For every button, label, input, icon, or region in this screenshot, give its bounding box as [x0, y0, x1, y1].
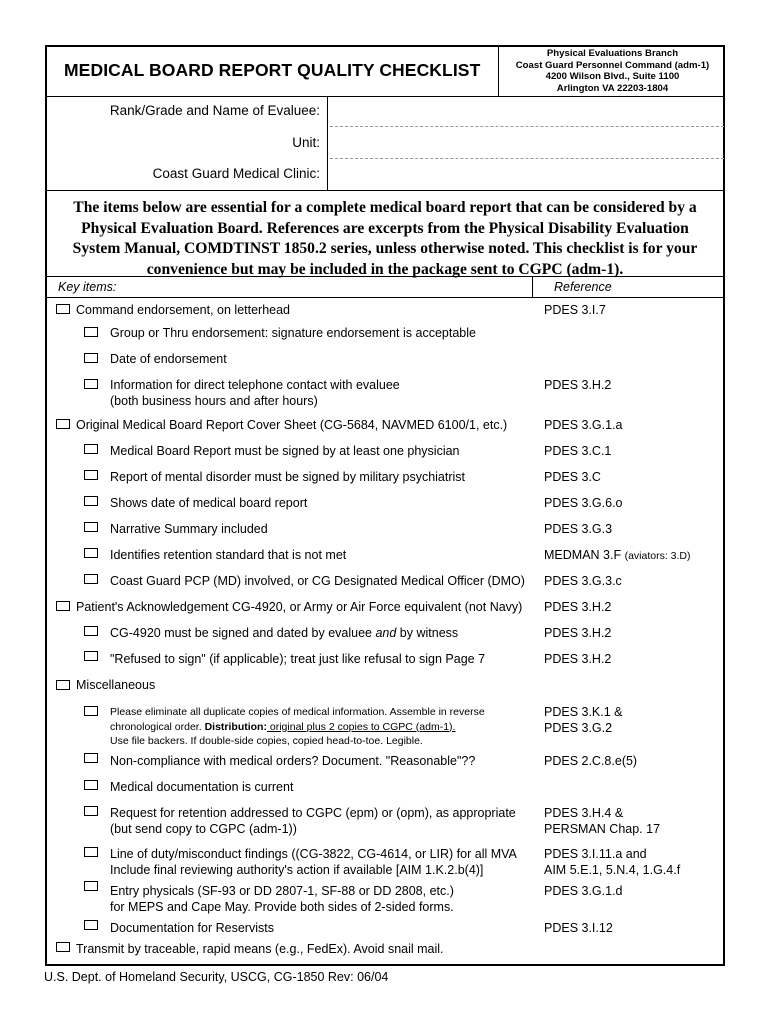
item-line: for MEPS and Cape May. Provide both sides of 2-sided forms.: [110, 899, 454, 914]
unit-label: Unit:: [292, 135, 320, 150]
item-date-endorsement: Date of endorsement: [110, 352, 227, 366]
checkbox[interactable]: [84, 706, 98, 716]
item-signed-physician: Medical Board Report must be signed by at least one physician: [110, 444, 460, 458]
reference-note: (aviators: 3.D): [624, 550, 691, 562]
item-board-date: Shows date of medical board report: [110, 496, 308, 510]
reference: PDES 3.C.1: [544, 444, 612, 458]
intro-line: convenience but may be included in the package sent to CGPC (adm-1).: [146, 260, 624, 278]
item-line: (but send copy to CGPC (adm-1)): [110, 821, 297, 836]
item-telephone-contact: [110, 378, 400, 409]
reference: PDES 3.I.12: [544, 921, 613, 935]
reference: PDES 3.C: [544, 470, 601, 484]
intro-line: System Manual, COMDTINST 1850.2 series, unless otherwise noted. This checklist is for your: [72, 240, 698, 257]
reference: [544, 548, 691, 565]
item-line: Entry physicals (SF-93 or DD 2807-1, SF-88 or DD 2808, etc.): [110, 884, 454, 898]
reference: PDES 3.H.2: [544, 652, 612, 666]
reference-line: PDES 3.K.1 &: [544, 705, 623, 719]
checkbox[interactable]: [84, 780, 98, 790]
reference-line: PDES 3.H.4 &: [544, 806, 624, 820]
checkbox[interactable]: [84, 522, 98, 532]
item-line: Include final reviewing authority's action if available [AIM 1.K.2.b(4)]: [110, 862, 484, 877]
reference-line: PDES 3.G.2: [544, 720, 613, 735]
item-line-of-duty: [110, 847, 517, 878]
divider: [45, 276, 725, 277]
checkbox[interactable]: [84, 548, 98, 558]
reference: PDES 2.C.8.e(5): [544, 754, 638, 768]
divider: [45, 190, 725, 191]
reference: [544, 705, 623, 736]
address-line: 4200 Wilson Blvd., Suite 1100: [545, 71, 680, 82]
item-patient-acknowledgement: Patient's Acknowledgement CG-4920, or Army or Air Force equivalent (not Navy): [76, 600, 523, 614]
checkbox[interactable]: [56, 304, 70, 314]
item-line: Line of duty/misconduct findings ((CG-3822, CG-4614, or LIR) for all MVA: [110, 847, 517, 861]
item-line: (both business hours and after hours): [110, 393, 318, 408]
reference: PDES 3.G.6.o: [544, 496, 623, 510]
item-reservists: Documentation for Reservists: [110, 921, 274, 935]
reference: PDES 3.I.7: [544, 303, 606, 317]
item-pcp-involved: Coast Guard PCP (MD) involved, or CG Designated Medical Officer (DMO): [110, 574, 525, 588]
checkbox[interactable]: [56, 680, 70, 690]
item-transmit: Transmit by traceable, rapid means (e.g., FedEx). Avoid snail mail.: [76, 942, 444, 956]
checkbox[interactable]: [84, 496, 98, 506]
address-line: Physical Evaluations Branch: [546, 48, 679, 59]
checkbox[interactable]: [84, 920, 98, 930]
checkbox[interactable]: [84, 847, 98, 857]
checkbox[interactable]: [84, 626, 98, 636]
checkbox[interactable]: [84, 353, 98, 363]
checkbox[interactable]: [84, 753, 98, 763]
key-items-heading: Key items:: [58, 280, 117, 294]
form-footer: U.S. Dept. of Homeland Security, USCG, CG-1850 Rev: 06/04: [44, 970, 389, 984]
reference: PDES 3.H.2: [544, 626, 612, 640]
reference-heading: Reference: [554, 280, 612, 294]
item-text: chronological order.: [110, 720, 205, 733]
checkbox[interactable]: [56, 601, 70, 611]
header-divider: [498, 45, 499, 96]
clinic-label: Coast Guard Medical Clinic:: [152, 166, 320, 181]
checkbox[interactable]: [84, 651, 98, 661]
reference: PDES 3.G.3: [544, 522, 613, 536]
item-request-retention: [110, 806, 516, 837]
form-title: MEDICAL BOARD REPORT QUALITY CHECKLIST: [64, 60, 481, 80]
reference: PDES 3.H.2: [544, 600, 612, 614]
checkbox[interactable]: [84, 881, 98, 891]
checkbox[interactable]: [84, 379, 98, 389]
reference: PDES 3.G.3.c: [544, 574, 622, 588]
address-line: Coast Guard Personnel Command (adm-1): [515, 59, 710, 71]
address-block: [500, 48, 725, 94]
reference-line: PERSMAN Chap. 17: [544, 821, 661, 836]
item-line: Information for direct telephone contact with evaluee: [110, 378, 400, 392]
item-text: CG-4920 must be signed and dated by evaluee: [110, 626, 376, 640]
item-command-endorsement: Command endorsement, on letterhead: [76, 303, 291, 317]
item-narrative-summary: Narrative Summary included: [110, 522, 268, 536]
item-retention-standard: Identifies retention standard that is not met: [110, 548, 347, 562]
intro-line: The items below are essential for a complete medical board report that can be considered by a: [73, 199, 697, 216]
item-line: [110, 720, 485, 735]
item-cg4920-signed: [110, 626, 458, 642]
item-refused-to-sign: "Refused to sign" (if applicable); treat just like refusal to sign Page 7: [110, 652, 486, 666]
item-eliminate-duplicates: [110, 705, 485, 749]
reference-line: AIM 5.E.1, 5.N.4, 1.G.4.f: [544, 862, 681, 877]
item-non-compliance: Non-compliance with medical orders? Document. "Reasonable"??: [110, 754, 476, 768]
item-cover-sheet: Original Medical Board Report Cover Sheet (CG-5684, NAVMED 6100/1, etc.): [76, 418, 508, 432]
item-group-endorsement: Group or Thru endorsement: signature endorsement is acceptable: [110, 326, 476, 340]
checkbox[interactable]: [56, 419, 70, 429]
item-line: Request for retention addressed to CGPC (epm) or (opm), as appropriate: [110, 806, 516, 820]
evaluee-label: Rank/Grade and Name of Evaluee:: [109, 103, 320, 118]
item-emphasis: and: [375, 626, 397, 640]
field-separator: [330, 158, 724, 159]
item-miscellaneous: Miscellaneous: [76, 678, 156, 692]
reference: PDES 3.G.1.d: [544, 884, 623, 898]
address-line: Arlington VA 22203-1804: [556, 82, 669, 94]
field-separator: [330, 126, 724, 127]
reference-line: PDES 3.I.11.a and: [544, 847, 647, 861]
intro-line: Physical Evaluation Board. References are excerpts from the Physical Disability Evaluation: [81, 219, 689, 237]
reference: PDES 3.H.2: [544, 378, 612, 392]
checkbox[interactable]: [84, 444, 98, 454]
item-line: Please eliminate all duplicate copies of medical information. Assemble in reverse: [110, 706, 485, 718]
divider: [45, 297, 725, 298]
column-divider: [532, 276, 533, 298]
reference: PDES 3.G.1.a: [544, 418, 623, 432]
item-mental-disorder: Report of mental disorder must be signed by military psychiatrist: [110, 470, 466, 484]
item-text: by witness: [396, 626, 459, 640]
divider: [45, 96, 725, 97]
item-line: Use file backers. If double-side copies, copied head-to-toe. Legible.: [110, 735, 423, 747]
item-documentation-current: Medical documentation is current: [110, 780, 294, 794]
checkbox[interactable]: [84, 806, 98, 816]
checkbox[interactable]: [84, 470, 98, 480]
checkbox[interactable]: [56, 942, 70, 952]
field-divider: [327, 96, 328, 190]
reference-main: MEDMAN 3.F: [544, 548, 622, 562]
distribution-text: original plus 2 copies to CGPC (adm-1).: [266, 720, 456, 733]
distribution-label: Distribution:: [204, 720, 267, 733]
checkbox[interactable]: [84, 574, 98, 584]
checkbox[interactable]: [84, 327, 98, 337]
reference: [544, 806, 660, 837]
intro-paragraph: [46, 198, 724, 280]
item-entry-physicals: [110, 884, 454, 915]
reference: [544, 847, 680, 878]
